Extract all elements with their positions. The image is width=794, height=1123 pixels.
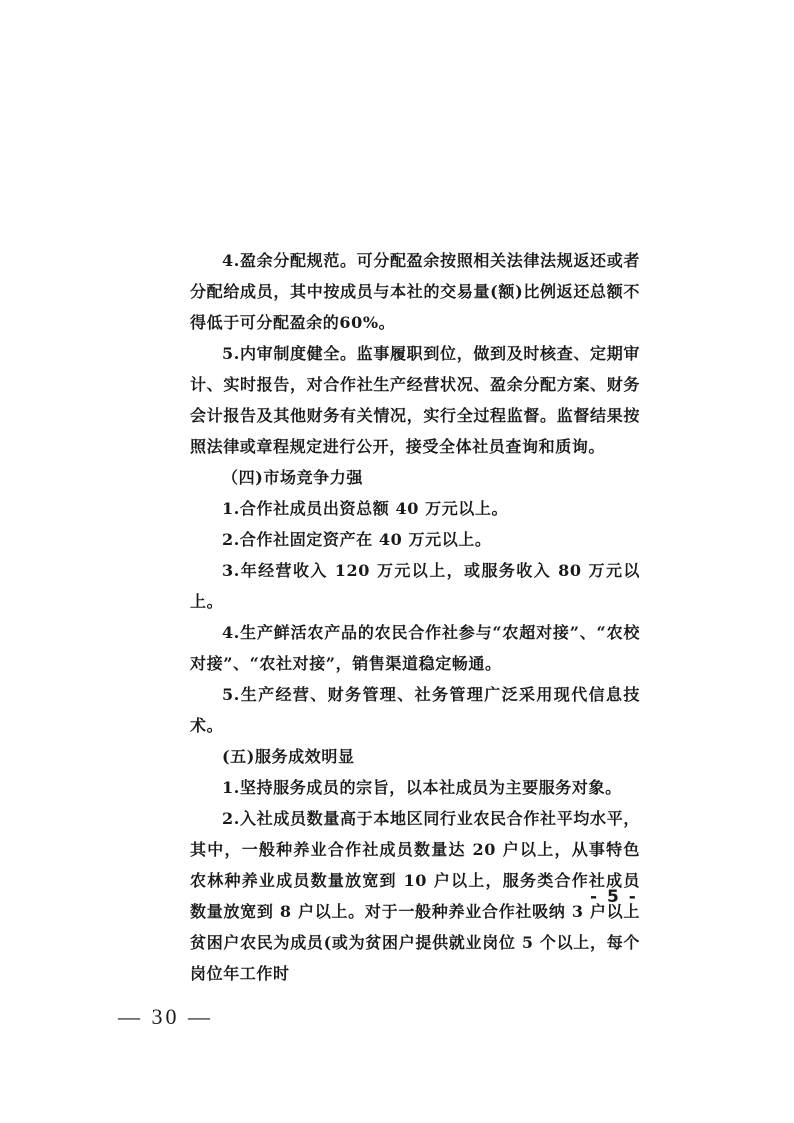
paragraph-internal-audit: 5.内审制度健全。监事履职到位，做到及时核查、定期审计、实时报告，对合作社生产经营状况、盈余分配方案、财务会计报告及其他财务有关情况，实行全过程监督。监督结果按照法律或章程规定进行公开，接受全体社员查询和质询。: [190, 344, 640, 456]
paragraph-member-count: 2.入社成员数量高于本地区同行业农民合作社平均水平，其中，一般种养业合作社成员数量达 20 户以上，从事特色农林种养业成员数量放宽到 10 户以上，服务类合作社成员数量放宽到 8 户以上。对于一般种养业合作社吸纳 3 户以上贫困户农民为成员(或为贫困户提供就业岗位 5 个以上，每个岗位年工作时: [190, 809, 640, 983]
paragraph-information-technology: 5.生产经营、财务管理、社务管理广泛采用现代信息技术。: [190, 685, 640, 735]
section-heading-market-competitiveness: （四)市场竞争力强: [222, 468, 363, 487]
page-number-inner: - 5 -: [590, 887, 638, 907]
paragraph-member-capital: 1.合作社成员出资总额 40 万元以上。: [222, 499, 509, 518]
page-number-outer: — 30 —: [118, 1004, 213, 1029]
paragraph-profit-distribution: 4.盈余分配规范。可分配盈余按照相关法律法规返还或者分配给成员，其中按成员与本社的交易量(额)比例返还总额不得低于可分配盈余的60%。: [190, 251, 640, 332]
paragraph-service-members: 1.坚持服务成员的宗旨，以本社成员为主要服务对象。: [222, 778, 622, 797]
paragraph-sales-channels: 4.生产鲜活农产品的农民合作社参与“农超对接”、“农校对接”、“农社对接”，销售渠道稳定畅通。: [190, 623, 640, 673]
section-heading-service-effectiveness: (五)服务成效明显: [222, 747, 355, 766]
paragraph-fixed-assets: 2.合作社固定资产在 40 万元以上。: [222, 530, 492, 549]
document-body: [190, 245, 640, 989]
paragraph-annual-revenue: 3.年经营收入 120 万元以上，或服务收入 80 万元以上。: [190, 561, 640, 611]
